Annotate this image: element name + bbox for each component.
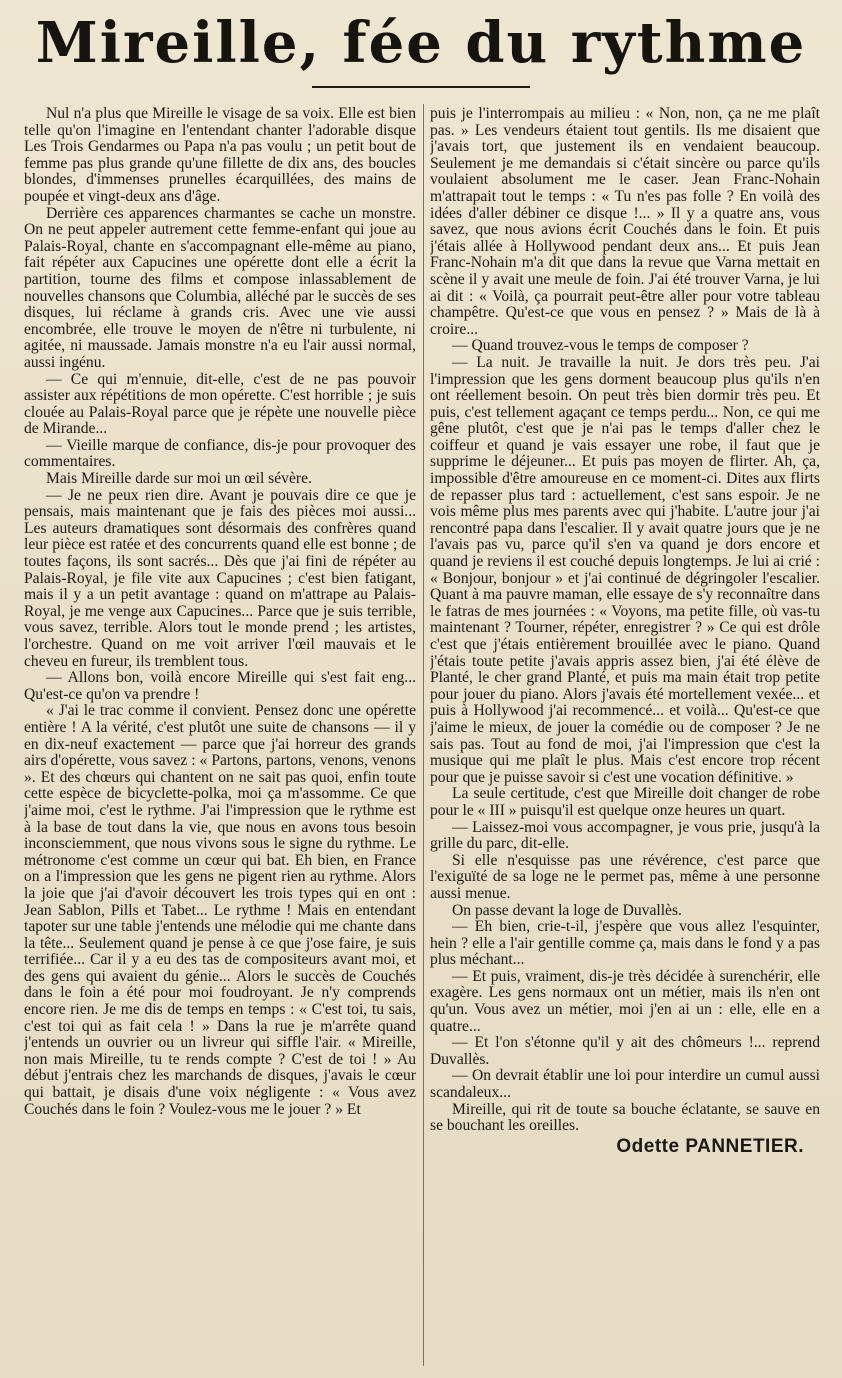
dialogue-line: — Et l'on s'étonne qu'il y ait des chômeurs !... reprend Duvallès. [430, 1034, 820, 1068]
paragraph: Si elle n'esquisse pas une révérence, c'est parce que l'exiguïté de sa loge ne le permet pas, même à une personne aussi menue. [430, 851, 820, 902]
dialogue-line: — Laissez-moi vous accompagner, je vous prie, jusqu'à la grille du parc, dit-elle. [430, 818, 820, 853]
author-byline: Odette PANNETIER. [616, 1135, 804, 1157]
dialogue-line: — La nuit. Je travaille la nuit. Je dors très peu. J'ai l'impression que les gens dorment beaucoup plus qu'ils n'en ont réellement besoin. On peut très bien dormir très peu. Et puis, c'est tellement agaçant ce temps perdu... Non, ce qui me gêne plutôt, c'est que je n'ai pas le temps d'aller chez le coiffeur et quand je vais essayer une robe, il faut que je supprime le déjeuner... Et puis pas moyen de flirter. Ah, ça, impossible d'être amoureuse en ce moment-ci. Dites aux flirts de repasser plus tard : actuellement, c'est sans espoir. Je ne vois même plus mes parents avec qui j'habite. L'autre jour j'ai rencontré papa dans l'escalier. Il y avait quatre jours que je ne l'avais pas vu, parce qu'il s'en va quand je dors encore et quand je reviens il est couché depuis longtemps. Je lui ai crié : « Bonjour, bonjour » et j'ai continué de dégringoler l'escalier. Quant à ma pauvre maman, elle essaye de s'y reconnaître dans le fatras de mes journées : « Voyons, ma petite fille, où vas-tu maintenant ? Tourner, répéter, enregistrer ? » Ce qui est drôle c'est que j'étais entièrement brouillée avec le piano. Quand j'étais toute petite j'avais appris assez bien, j'ai été élève de Planté, le cher grand Planté, et puis ma main était trop petite pour jouer du piano. Alors j'avais été mortellement vexée... et puis à Hollywood j'ai recommencé... et voilà... Qu'est-ce que j'aime le mieux, de jouer la comédie ou de composer ? Je ne sais pas. Tout au fond de moi, j'ai l'impression que c'est la musique qui me plaît le plus. Mais c'est encore trop récent pour que je puisse savoir si c'est une vocation définitive. » [430, 353, 820, 786]
paragraph: On passe devant la loge de Duvallès. [452, 901, 682, 919]
dialogue-line: — Vieille marque de confiance, dis-je pour provoquer des commentaires. [24, 436, 416, 471]
paragraph: Derrière ces apparences charmantes se cache un monstre. On ne peut appeler autrement cette femme-enfant qui joue au Palais-Royal, chante en s'accompagnant elle-même au piano, fait répéter aux Capucines une opérette dont elle a écrit la partition, tourne des films et compose inlassablement de nouvelles chansons que Columbia, alléché par le succès de ses disques, lui réclame à grands cris. Avec une vie aussi encombrée, elle trouve le moyen de n'être ni turbulente, ni agitée, ni maussade. Jamais monstre n'a eu l'air aussi normal, aussi ingénu. [24, 204, 416, 371]
paragraph: Nul n'a plus que Mireille le visage de sa voix. Elle est bien telle qu'on l'imagine en l'entendant chanter l'adorable disque Les Trois Gendarmes ou Papa n'a pas voulu ; un petit bout de femme pas plus grande qu'une fillette de dix ans, des boucles blondes, d'immenses prunelles écarquillées, des mains de poupée et vingt-deux ans d'âge. [24, 106, 416, 205]
dialogue-line: — On devrait établir une loi pour interdire un cumul aussi scandaleux... [430, 1067, 820, 1102]
article-title: Mireille, fée du rythme [35, 10, 807, 76]
article-column-left [24, 106, 416, 1368]
paragraph: « J'ai le trac comme il convient. Pensez donc une opérette entière ! A la vérité, c'est plutôt une suite de chansons — il y en dix-neuf exactement — parce que j'ai horreur des grands airs d'opérette, vous savez : « Partons, partons, venons, venons ». Et des chœurs qui chantent on ne sait pas quoi, enfin toute cette espèce de bicyclette-polka, moi ça m'assomme. Ce que j'aime moi, c'est le rythme. J'ai l'impression que le rythme est à la base de tout dans la vie, que nous en avons tous besoin inconsciemment, que nous vivons sous le signe du rythme. Le métronome c'est comme un cœur qui bat. Eh bien, en France on a l'impression que les gens ne pigent rien au rythme. Alors la joie que j'ai d'avoir découvert les trois types qui en ont : Jean Sablon, Pills et Tabet... Le rythme ! Mais en entendant tapoter sur une table j'entends une mélodie qui me chante dans la tête... Seulement quand je pense à ce que j'ose faire, je suis terrifiée... Car il y a eu des tas de compositeurs avant moi, et des gens qui avaient du génie... Alors le succès de Couchés dans le foin a été pour moi foudroyant. Je n'y comprends encore rien. Je me dis de temps en temps : « C'est toi, tu sais, c'est toi qui as fait cela ! » Dans la rue je m'arrête quand j'entends un ouvrier ou un livreur qui siffle l'air. « Mireille, non mais Mireille, tu te rends compte ? C'est de toi ! » Au début j'entrais chez les marchands de disques, j'avais le cœur qui battait, je disais d'une voix négligente : « Vous avez Couchés dans le foin ? Voulez-vous me le jouer ? » Et [24, 702, 416, 1118]
paragraph: puis je l'interrompais au milieu : « Non, non, ça ne me plaît pas. » Les vendeurs étaient tout gentils. Ils me disaient que j'avais tort, que justement ils en vendaient beaucoup. Seulement je me demandais si c'était sincère ou parce qu'ils voulaient absolument me le caser. Jean Franc-Nohain m'attrapait tout le temps : « Tu n'es pas folle ? En voilà des idées d'aller débiner ce disque !... » Il y a quatre ans, vous savez, que nous avions écrit Couchés dans le foin. Et puis j'étais allée à Hollywood pendant deux ans... Et puis Jean Franc-Nohain m'a dit que dans la revue que Varna mettait en scène il y avait une meule de foin. J'ai été trouver Varna, je lui ai dit : « Voilà, ça pourrait peut-être aller pour votre tableau champêtre. Qu'est-ce que vous en pensez ? » Mais de là à croire... [430, 106, 820, 338]
title-rule [312, 86, 530, 88]
dialogue-line: — Allons bon, voilà encore Mireille qui s'est fait eng... Qu'est-ce qu'on va prendre ! [24, 669, 416, 703]
dialogue-line: — Quand trouvez-vous le temps de composer ? [452, 337, 749, 355]
article-column-right [430, 106, 820, 1368]
dialogue-line: — Ce qui m'ennuie, dit-elle, c'est de ne pas pouvoir assister aux répétitions de mon opérette. C'est horrible ; je suis clouée au Palais-Royal parce que je répète une nouvelle pièce de Mirande... [24, 370, 416, 438]
column-divider [423, 104, 424, 1366]
dialogue-line: — Je ne peux rien dire. Avant je pouvais dire ce que je pensais, mais maintenant que je fais des pièces moi aussi... Les auteurs dramatiques sont désormais des confrères quand leur pièce est ratée et des concurrents quand elle est bonne ; de toutes façons, ils sont sacrés... Dès que j'ai fini de répéter au Palais-Royal, je file vite aux Capucines ; c'est bien fatigant, mais il y a un petit avantage : quand on m'attrape au Palais-Royal, je me venge aux Capucines... Parce que je suis terrible, vous savez, terrible. Alors tout le monde prend ; les artistes, l'orchestre. Quand on me voit arriver l'œil mauvais et le cheveu en fureur, ils tremblent tous. [24, 486, 416, 670]
paragraph: La seule certitude, c'est que Mireille doit changer de robe pour le « III » puisqu'il est quelque onze heures un quart. [430, 785, 820, 819]
paragraph: Mireille, qui rit de toute sa bouche éclatante, se sauve en se bouchant les oreilles. [430, 1100, 820, 1135]
paragraph: Mais Mireille darde sur moi un œil sévère. [46, 470, 312, 488]
dialogue-line: — Eh bien, crie-t-il, j'espère que vous allez l'esquinter, hein ? elle a l'air gentille comme ça, mais dans le fond y a pas plus méchant... [430, 918, 820, 969]
dialogue-line: — Et puis, vraiment, dis-je très décidée à surenchérir, elle exagère. Les gens normaux ont un métier, mais ils n'en ont qu'un. Vous avez un métier, moi j'en ai un : elle, elle en a quatre... [430, 967, 820, 1035]
